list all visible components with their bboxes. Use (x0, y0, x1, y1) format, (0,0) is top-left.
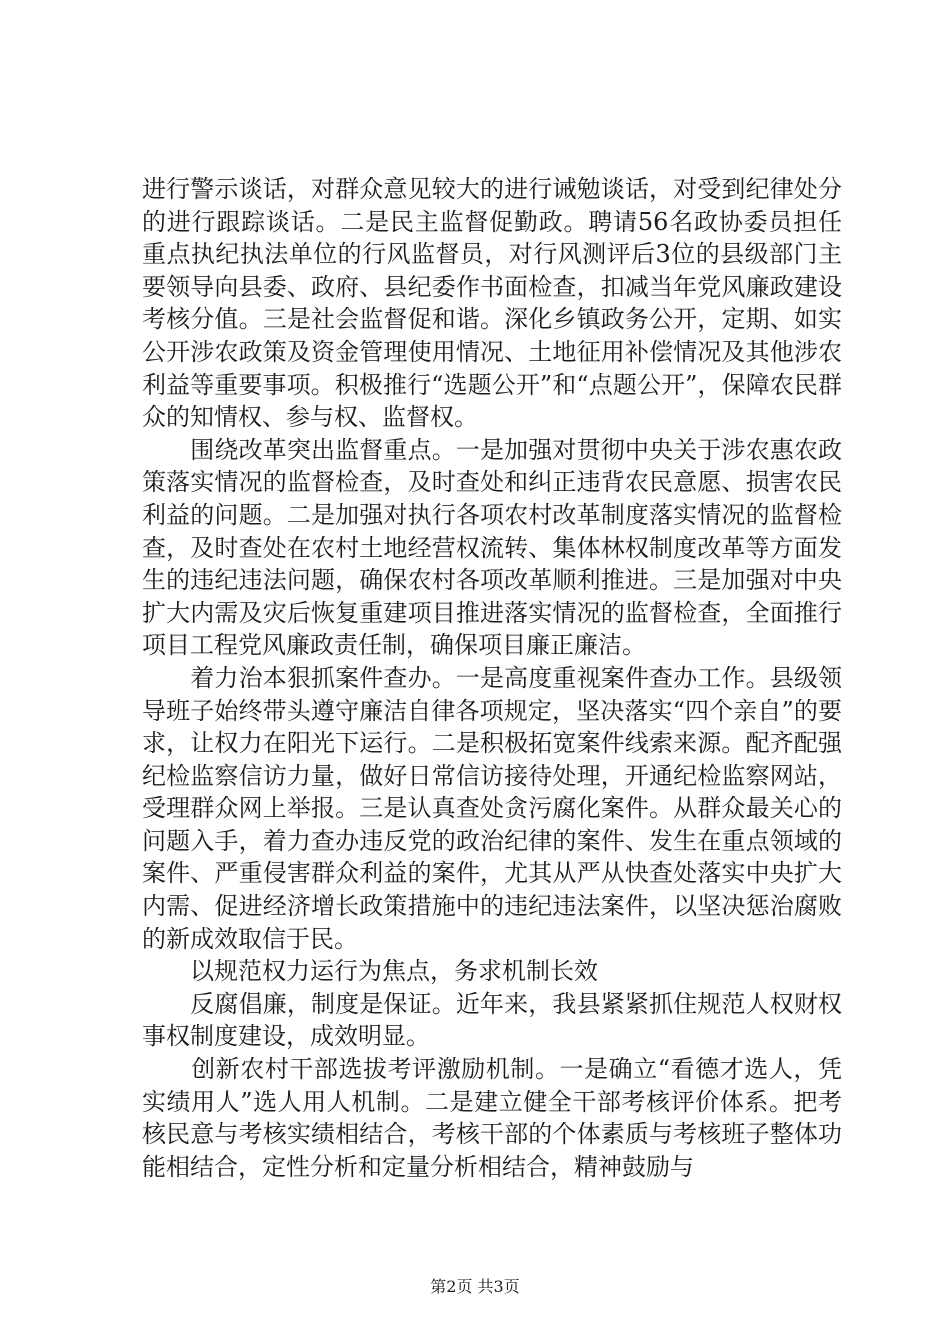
paragraph: 围绕改革突出监督重点。一是加强对贯彻中央关于涉农惠农政策落实情况的监督检查，及时查处和纠正违背农民意愿、损害农民利益的问题。二是加强对执行各项农村改革制度落实情况的监督检查，及时查处在农村土地经营权流转、集体林权制度改革等方面发生的违纪违法问题，确保农村各项改革顺利推进。三是加强对中央扩大内需及灾后恢复重建项目推进落实情况的监督检查，全面推行项目工程党风廉政责任制，确保项目廉正廉洁。 (142, 435, 842, 660)
section-heading: 以规范权力运行为焦点，务求机制长效 (142, 957, 598, 986)
paragraph: 反腐倡廉，制度是保证。近年来，我县紧紧抓住规范人权财权事权制度建设，成效明显。 (142, 989, 842, 1051)
paragraph: 进行警示谈话，对群众意见较大的进行诫勉谈话，对受到纪律处分的进行跟踪谈话。二是民主监督促勤政。聘请56名政协委员担任重点执纪执法单位的行风监督员，对行风测评后3位的县级部门主要领导向县委、政府、县纪委作书面检查，扣减当年党风廉政建设考核分值。三是社会监督促和谐。深化乡镇政务公开，定期、如实公开涉农政策及资金管理使用情况、土地征用补偿情况及其他涉农利益等重要事项。积极推行“选题公开”和“点题公开”，保障农民群众的知情权、参与权、监督权。 (142, 175, 842, 432)
paragraph: 创新农村干部选拔考评激励机制。一是确立“看德才选人，凭实绩用人”选人用人机制。二是建立健全干部考核评价体系。把考核民意与考核实绩相结合，考核干部的个体素质与考核班子整体功能相结合，定性分析和定量分析相结合，精神鼓励与 (142, 1055, 842, 1181)
paragraph: 着力治本狠抓案件查办。一是高度重视案件查办工作。县级领导班子始终带头遵守廉洁自律各项规定，坚决落实“四个亲自”的要求，让权力在阳光下运行。二是积极拓宽案件线索来源。配齐配强纪检监察信访力量，做好日常信访接待处理，开通纪检监察网站，受理群众网上举报。三是认真查处贪污腐化案件。从群众最关心的问题入手，着力查办违反党的政治纪律的案件、发生在重点领域的案件、严重侵害群众利益的案件，尤其从严从快查处落实中央扩大内需、促进经济增长政策措施中的违纪违法案件，以坚决惩治腐败的新成效取信于民。 (142, 663, 842, 953)
page-footer: 第2页 共3页 (430, 1277, 520, 1296)
document-body (142, 173, 842, 1183)
